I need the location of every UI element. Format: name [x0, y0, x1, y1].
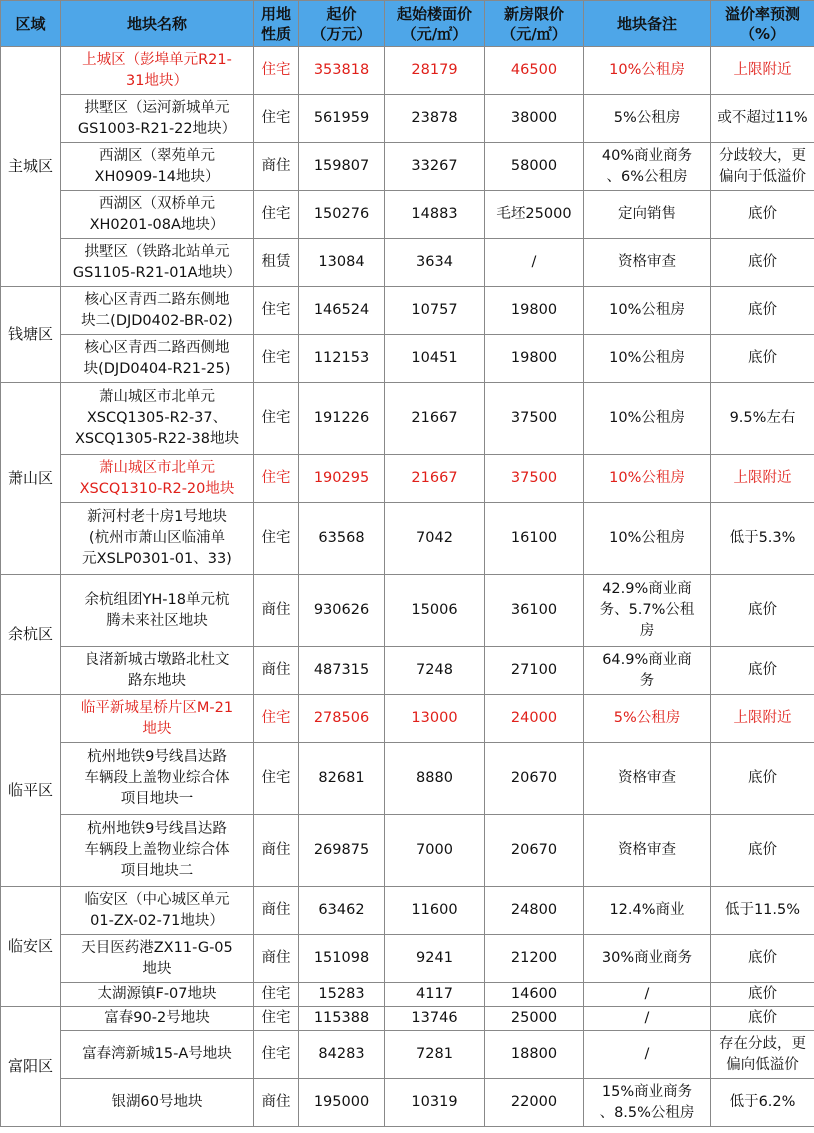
limit-price-cell: 22000 — [485, 1079, 584, 1127]
remark-cell: 10%公租房 — [584, 503, 711, 575]
start-price-cell: 195000 — [299, 1079, 385, 1127]
usage-cell: 商住 — [254, 935, 299, 983]
floor-price-cell: 21667 — [385, 455, 485, 503]
limit-price-cell: 19800 — [485, 287, 584, 335]
start-price-cell: 84283 — [299, 1031, 385, 1079]
limit-price-cell: 37500 — [485, 383, 584, 455]
header-remark: 地块备注 — [584, 1, 711, 47]
remark-cell: 定向销售 — [584, 191, 711, 239]
usage-cell: 住宅 — [254, 695, 299, 743]
premium-cell: 上限附近 — [711, 47, 814, 95]
premium-cell: 9.5%左右 — [711, 383, 814, 455]
floor-price-cell: 33267 — [385, 143, 485, 191]
start-price-cell: 112153 — [299, 335, 385, 383]
name-cell: 萧山城区市北单元 XSCQ1310-R2-20地块 — [61, 455, 254, 503]
table-row — [1, 575, 814, 647]
premium-cell: 底价 — [711, 935, 814, 983]
premium-cell: 底价 — [711, 287, 814, 335]
remark-cell: / — [584, 1007, 711, 1031]
usage-cell: 商住 — [254, 575, 299, 647]
floor-price-cell: 23878 — [385, 95, 485, 143]
name-cell: 新河村老十房1号地块 (杭州市萧山区临浦单 元XSLP0301-01、33) — [61, 503, 254, 575]
name-cell: 西湖区（双桥单元 XH0201-08A地块） — [61, 191, 254, 239]
usage-cell: 住宅 — [254, 191, 299, 239]
limit-price-cell: 38000 — [485, 95, 584, 143]
start-price-cell: 191226 — [299, 383, 385, 455]
table-row — [1, 95, 814, 143]
usage-cell: 住宅 — [254, 1031, 299, 1079]
usage-cell: 住宅 — [254, 983, 299, 1007]
start-price-cell: 63568 — [299, 503, 385, 575]
limit-price-cell: 37500 — [485, 455, 584, 503]
district-cell: 富阳区 — [1, 1007, 61, 1127]
floor-price-cell: 7042 — [385, 503, 485, 575]
remark-cell: 10%公租房 — [584, 287, 711, 335]
limit-price-cell: 19800 — [485, 335, 584, 383]
district-cell: 萧山区 — [1, 383, 61, 575]
remark-cell: / — [584, 1031, 711, 1079]
start-price-cell: 159807 — [299, 143, 385, 191]
usage-cell: 住宅 — [254, 335, 299, 383]
floor-price-cell: 28179 — [385, 47, 485, 95]
table-row — [1, 335, 814, 383]
start-price-cell: 146524 — [299, 287, 385, 335]
table-row — [1, 143, 814, 191]
table-row — [1, 1007, 814, 1031]
name-cell: 太湖源镇F-07地块 — [61, 983, 254, 1007]
premium-cell: 底价 — [711, 191, 814, 239]
district-cell: 临安区 — [1, 887, 61, 1007]
table-row — [1, 887, 814, 935]
floor-price-cell: 4117 — [385, 983, 485, 1007]
premium-cell: 底价 — [711, 743, 814, 815]
usage-cell: 住宅 — [254, 743, 299, 815]
start-price-cell: 190295 — [299, 455, 385, 503]
table-row — [1, 287, 814, 335]
premium-cell: 分歧较大，更 偏向于低溢价 — [711, 143, 814, 191]
table-row — [1, 1079, 814, 1127]
usage-cell: 商住 — [254, 647, 299, 695]
remark-cell: 10%公租房 — [584, 47, 711, 95]
usage-cell: 商住 — [254, 1079, 299, 1127]
name-cell: 核心区青西二路西侧地 块(DJD0404-R21-25) — [61, 335, 254, 383]
table-row — [1, 1031, 814, 1079]
usage-cell: 租赁 — [254, 239, 299, 287]
name-cell: 杭州地铁9号线昌达路 车辆段上盖物业综合体 项目地块一 — [61, 743, 254, 815]
floor-price-cell: 11600 — [385, 887, 485, 935]
floor-price-cell: 9241 — [385, 935, 485, 983]
usage-cell: 住宅 — [254, 1007, 299, 1031]
remark-cell: 10%公租房 — [584, 383, 711, 455]
remark-cell: 10%公租房 — [584, 335, 711, 383]
usage-cell: 住宅 — [254, 503, 299, 575]
floor-price-cell: 3634 — [385, 239, 485, 287]
remark-cell: 42.9%商业商 务、5.7%公租 房 — [584, 575, 711, 647]
remark-cell: 30%商业商务 — [584, 935, 711, 983]
premium-cell: 上限附近 — [711, 695, 814, 743]
limit-price-cell: 14600 — [485, 983, 584, 1007]
remark-cell: 15%商业商务 、8.5%公租房 — [584, 1079, 711, 1127]
header-district: 区域 — [1, 1, 61, 47]
remark-cell: 64.9%商业商 务 — [584, 647, 711, 695]
premium-cell: 底价 — [711, 1007, 814, 1031]
limit-price-cell: 20670 — [485, 815, 584, 887]
start-price-cell: 930626 — [299, 575, 385, 647]
header-floor-price: 起始楼面价 （元/㎡） — [385, 1, 485, 47]
premium-cell: 低于11.5% — [711, 887, 814, 935]
usage-cell: 商住 — [254, 143, 299, 191]
limit-price-cell: 毛坯25000 — [485, 191, 584, 239]
name-cell: 余杭组团YH-18单元杭 腾未来社区地块 — [61, 575, 254, 647]
name-cell: 临平新城星桥片区M-21 地块 — [61, 695, 254, 743]
limit-price-cell: 27100 — [485, 647, 584, 695]
remark-cell: / — [584, 983, 711, 1007]
remark-cell: 12.4%商业 — [584, 887, 711, 935]
table-row — [1, 647, 814, 695]
usage-cell: 住宅 — [254, 383, 299, 455]
limit-price-cell: 25000 — [485, 1007, 584, 1031]
limit-price-cell: 24000 — [485, 695, 584, 743]
name-cell: 良渚新城古墩路北杜文 路东地块 — [61, 647, 254, 695]
table-row — [1, 503, 814, 575]
name-cell: 富春90-2号地块 — [61, 1007, 254, 1031]
table-row — [1, 383, 814, 455]
table-row — [1, 47, 814, 95]
premium-cell: 或不超过11% — [711, 95, 814, 143]
start-price-cell: 82681 — [299, 743, 385, 815]
remark-cell: 资格审查 — [584, 239, 711, 287]
name-cell: 拱墅区（铁路北站单元 GS1105-R21-01A地块） — [61, 239, 254, 287]
remark-cell: 资格审查 — [584, 815, 711, 887]
floor-price-cell: 13746 — [385, 1007, 485, 1031]
limit-price-cell: 16100 — [485, 503, 584, 575]
limit-price-cell: 46500 — [485, 47, 584, 95]
premium-cell: 低于6.2% — [711, 1079, 814, 1127]
floor-price-cell: 7000 — [385, 815, 485, 887]
remark-cell: 5%公租房 — [584, 95, 711, 143]
name-cell: 杭州地铁9号线昌达路 车辆段上盖物业综合体 项目地块二 — [61, 815, 254, 887]
floor-price-cell: 7281 — [385, 1031, 485, 1079]
limit-price-cell: 24800 — [485, 887, 584, 935]
limit-price-cell: 58000 — [485, 143, 584, 191]
premium-cell: 上限附近 — [711, 455, 814, 503]
name-cell: 核心区青西二路东侧地 块二(DJD0402-BR-02) — [61, 287, 254, 335]
floor-price-cell: 15006 — [385, 575, 485, 647]
district-cell: 余杭区 — [1, 575, 61, 695]
header-name: 地块名称 — [61, 1, 254, 47]
name-cell: 拱墅区（运河新城单元 GS1003-R21-22地块） — [61, 95, 254, 143]
name-cell: 天目医药港ZX11-G-05 地块 — [61, 935, 254, 983]
remark-cell: 资格审查 — [584, 743, 711, 815]
header-start-price: 起价 （万元） — [299, 1, 385, 47]
start-price-cell: 150276 — [299, 191, 385, 239]
name-cell: 上城区（彭埠单元R21- 31地块） — [61, 47, 254, 95]
table-row — [1, 239, 814, 287]
start-price-cell: 278506 — [299, 695, 385, 743]
floor-price-cell: 7248 — [385, 647, 485, 695]
premium-cell: 底价 — [711, 239, 814, 287]
table-row — [1, 743, 814, 815]
premium-cell: 低于5.3% — [711, 503, 814, 575]
remark-cell: 5%公租房 — [584, 695, 711, 743]
district-cell: 主城区 — [1, 47, 61, 287]
name-cell: 萧山城区市北单元 XSCQ1305-R2-37、 XSCQ1305-R22-38地块 — [61, 383, 254, 455]
premium-cell: 底价 — [711, 575, 814, 647]
table-body — [1, 47, 814, 1127]
limit-price-cell: / — [485, 239, 584, 287]
start-price-cell: 151098 — [299, 935, 385, 983]
district-cell: 临平区 — [1, 695, 61, 887]
start-price-cell: 63462 — [299, 887, 385, 935]
floor-price-cell: 10451 — [385, 335, 485, 383]
limit-price-cell: 18800 — [485, 1031, 584, 1079]
table-row — [1, 455, 814, 503]
premium-cell: 底价 — [711, 983, 814, 1007]
floor-price-cell: 21667 — [385, 383, 485, 455]
usage-cell: 住宅 — [254, 287, 299, 335]
name-cell: 临安区（中心城区单元 01-ZX-02-71地块） — [61, 887, 254, 935]
table-row — [1, 983, 814, 1007]
limit-price-cell: 21200 — [485, 935, 584, 983]
start-price-cell: 269875 — [299, 815, 385, 887]
district-cell: 钱塘区 — [1, 287, 61, 383]
usage-cell: 住宅 — [254, 455, 299, 503]
premium-cell: 存在分歧，更 偏向低溢价 — [711, 1031, 814, 1079]
header-row — [1, 1, 814, 47]
usage-cell: 住宅 — [254, 95, 299, 143]
table-row — [1, 935, 814, 983]
floor-price-cell: 10319 — [385, 1079, 485, 1127]
limit-price-cell: 20670 — [485, 743, 584, 815]
start-price-cell: 487315 — [299, 647, 385, 695]
name-cell: 西湖区（翠苑单元 XH0909-14地块） — [61, 143, 254, 191]
table-row — [1, 815, 814, 887]
name-cell: 富春湾新城15-A号地块 — [61, 1031, 254, 1079]
floor-price-cell: 10757 — [385, 287, 485, 335]
header-premium: 溢价率预测 （%） — [711, 1, 814, 47]
start-price-cell: 13084 — [299, 239, 385, 287]
header-limit-price: 新房限价 （元/㎡） — [485, 1, 584, 47]
start-price-cell: 353818 — [299, 47, 385, 95]
premium-cell: 底价 — [711, 335, 814, 383]
table-row — [1, 191, 814, 239]
name-cell: 银湖60号地块 — [61, 1079, 254, 1127]
table-row — [1, 695, 814, 743]
start-price-cell: 115388 — [299, 1007, 385, 1031]
premium-cell: 底价 — [711, 647, 814, 695]
remark-cell: 10%公租房 — [584, 455, 711, 503]
floor-price-cell: 13000 — [385, 695, 485, 743]
premium-cell: 底价 — [711, 815, 814, 887]
floor-price-cell: 8880 — [385, 743, 485, 815]
usage-cell: 商住 — [254, 887, 299, 935]
start-price-cell: 561959 — [299, 95, 385, 143]
remark-cell: 40%商业商务 、6%公租房 — [584, 143, 711, 191]
floor-price-cell: 14883 — [385, 191, 485, 239]
usage-cell: 商住 — [254, 815, 299, 887]
header-usage: 用地 性质 — [254, 1, 299, 47]
usage-cell: 住宅 — [254, 47, 299, 95]
limit-price-cell: 36100 — [485, 575, 584, 647]
start-price-cell: 15283 — [299, 983, 385, 1007]
